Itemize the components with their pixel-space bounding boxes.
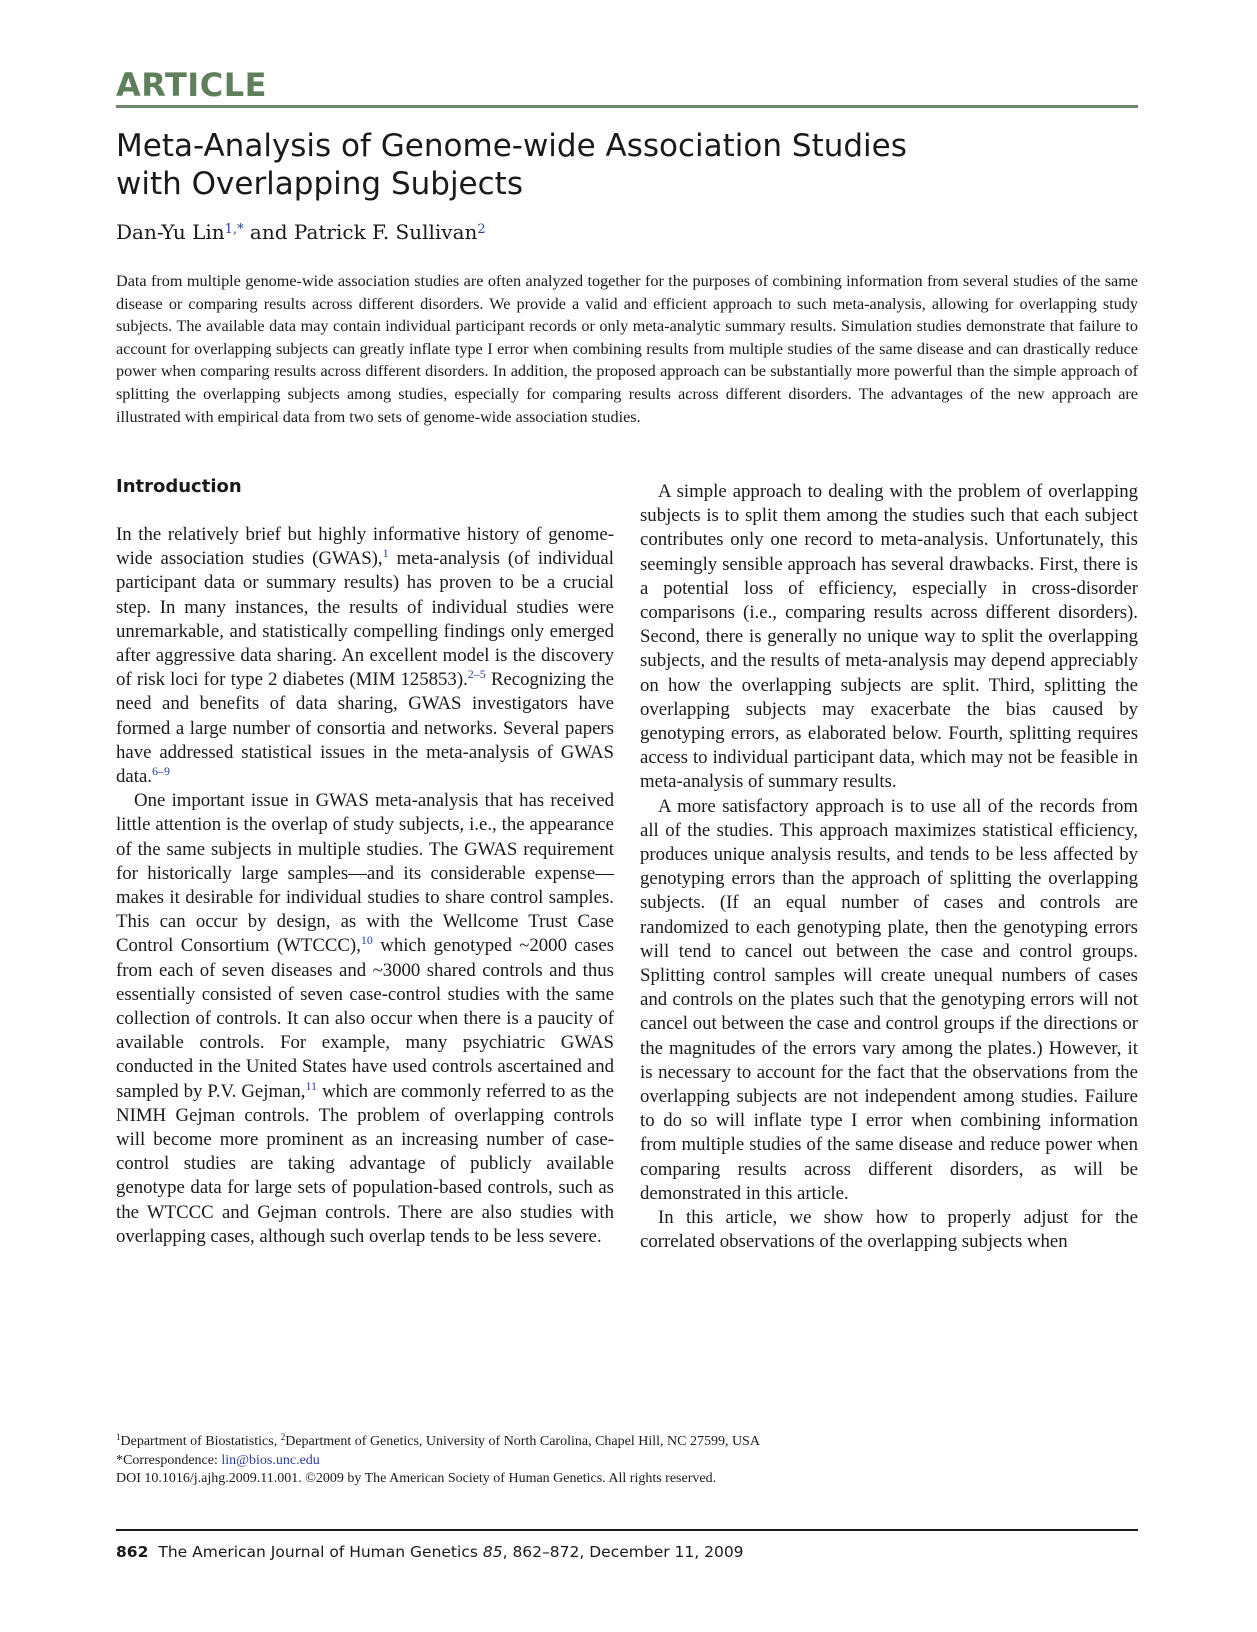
affiliation-marker[interactable]: 1,* [224, 222, 244, 237]
correspondence-label: *Correspondence: [116, 1452, 222, 1468]
left-column [116, 476, 614, 1249]
doi-line: DOI 10.1016/j.ajhg.2009.11.001. ©2009 by The American Society of Human Genetics. All rights reserved. [116, 1471, 717, 1487]
paragraph: A more satisfactory approach is to use all of the records from all of the studies. This approach maximizes statistical efficiency, produces unique analysis results, and tends to be less affected by genotyping errors than the approach of splitting the overlapping subjects. (If an equal number of cases and controls are randomized to each genotyping plate, then the genotyping errors will tend to cancel out between the case and control groups. Splitting control samples will create unequal numbers of cases and controls on the plates such that the genotyping errors will not cancel out between the case and control groups if the directions or the magnitudes of the errors vary among the plates.) However, it is necessary to account for the fact that the observations from the overlapping subjects are not independent among studies. Failure to do so will inflate type I error when combining information from multiple studies of the same disease and reduce power when comparing results across different disorders, as will be demonstrated in this article. [640, 795, 1138, 1204]
affiliations [116, 1433, 1138, 1452]
page-footer [116, 1543, 744, 1561]
citation-link[interactable]: 6–9 [151, 764, 170, 779]
author-name: Patrick F. Sullivan [293, 220, 478, 244]
paragraph: In this article, we show how to properly adjust for the correlated observations of the overlapping subjects when [640, 1207, 1138, 1253]
paragraph-text: Recognizing the need and benefits of data sharing, GWAS investigators have formed a large number of consortia and networks. Several papers have addressed statistical issues in the meta-analysis of GWAS data. [116, 669, 614, 788]
paragraph [116, 789, 614, 1249]
email-link[interactable]: lin@bios.unc.edu [221, 1452, 320, 1468]
citation-link[interactable]: 1 [382, 546, 389, 561]
pages-date: , 862–872, December 11, 2009 [502, 1543, 744, 1561]
footnotes [116, 1433, 1138, 1489]
header-rule [116, 105, 1138, 108]
citation-link[interactable]: 10 [360, 933, 373, 948]
affiliation-text: Department of Biostatistics, [120, 1434, 281, 1449]
author-conjunction: and [243, 220, 294, 244]
footer-rule [116, 1529, 1138, 1531]
affiliation-marker[interactable]: 2 [477, 222, 486, 237]
journal-name: The American Journal of Human Genetics [158, 1543, 483, 1561]
affiliation-number: 2 [280, 1432, 286, 1442]
paragraph [116, 523, 614, 789]
correspondence [116, 1452, 1138, 1471]
page-number: 862 [116, 1543, 149, 1561]
journal-volume: 85 [482, 1543, 503, 1561]
paragraph-text: One important issue in GWAS meta-analysis that has received little attention is the overlap of study subjects, i.e., the appearance of the same subjects in multiple studies. The GWAS requirement for historically large samples—and its considerable expense—makes it desirable for individual studies to share control samples. This can occur by design, as with the Wellcome Trust Case Control Consortium (WTCCC), [116, 790, 614, 957]
abstract: Data from multiple genome-wide association studies are often analyzed together for the purposes of combining information from several studies of the same disease or comparing results across different disorders. We provide a valid and efficient approach to such meta-analysis, allowing for overlapping study subjects. The available data may contain individual participant records or only meta-analytic summary results. Simulation studies demonstrate that failure to account for overlapping subjects can greatly inflate type I error when combining results from multiple studies of the same disease and can drastically reduce power when comparing results across different disorders. In addition, the proposed approach can be substantially more powerful than the simple approach of splitting the overlapping subjects among studies, especially for comparing results across different disorders. The advantages of the new approach are illustrated with empirical data from two sets of genome-wide association studies. [116, 272, 1138, 426]
title-line-1: Meta-Analysis of Genome-wide Association Studies [116, 128, 907, 164]
paragraph-text: which genotyped ~2000 cases from each of seven diseases and ~3000 shared controls and thus essentially consisted of seven case-control studies with the same collection of controls. It can also occur when there is a paucity of available controls. For example, many psychiatric GWAS conducted in the United States have used controls ascertained and sampled by P.V. Gejman, [116, 935, 614, 1102]
section-tag: ARTICLE [116, 66, 267, 104]
title-line-2: with Overlapping Subjects [116, 166, 523, 202]
paragraph-text: In the relatively brief but highly informative history of genome-wide association studies (GWAS), [116, 524, 614, 570]
affiliation-number: 1 [116, 1432, 121, 1442]
section-heading: Introduction [116, 476, 242, 497]
author-list [116, 220, 486, 244]
author-name: Dan-Yu Lin [116, 220, 225, 244]
citation-link[interactable]: 2–5 [467, 667, 486, 682]
paragraph: A simple approach to dealing with the problem of overlapping subjects is to split them among the studies such that each subject contributes only one record to meta-analysis. Unfortunately, this seemingly sensible approach has several drawbacks. First, there is a potential loss of efficiency, especially in cross-disorder comparisons (i.e., comparing results across different disorders). Second, there is generally no unique way to split the overlapping subjects, and the results of meta-analysis may depend appreciably on how the overlapping subjects are split. Third, splitting the overlapping subjects may exacerbate the bias caused by genotyping errors, as elaborated below. Fourth, splitting requires access to individual participant data, which may not be feasible in meta-analysis of summary results. [640, 481, 1138, 793]
affiliation-text: Department of Genetics, University of North Carolina, Chapel Hill, NC 27599, USA [285, 1434, 760, 1449]
paragraph-text: which are commonly referred to as the NIMH Gejman controls. The problem of overlapping controls will become more prominent as an increasing number of case-control studies are taking advantage of publicly available genotype data for large sets of population-based controls, such as the WTCCC and Gejman controls. There are also studies with overlapping cases, although such overlap tends to be less severe. [116, 1080, 615, 1247]
right-column [640, 480, 1138, 1255]
article-title [116, 127, 1116, 203]
citation-link[interactable]: 11 [305, 1078, 318, 1093]
paragraph-text: meta-analysis (of individual participant data or summary results) has proven to be a crucial step. In many instances, the results of individual studies were unremarkable, and statistically compelling findings only emerged after aggressive data sharing. An excellent model is the discovery of risk loci for type 2 diabetes (MIM 125853). [116, 548, 614, 691]
